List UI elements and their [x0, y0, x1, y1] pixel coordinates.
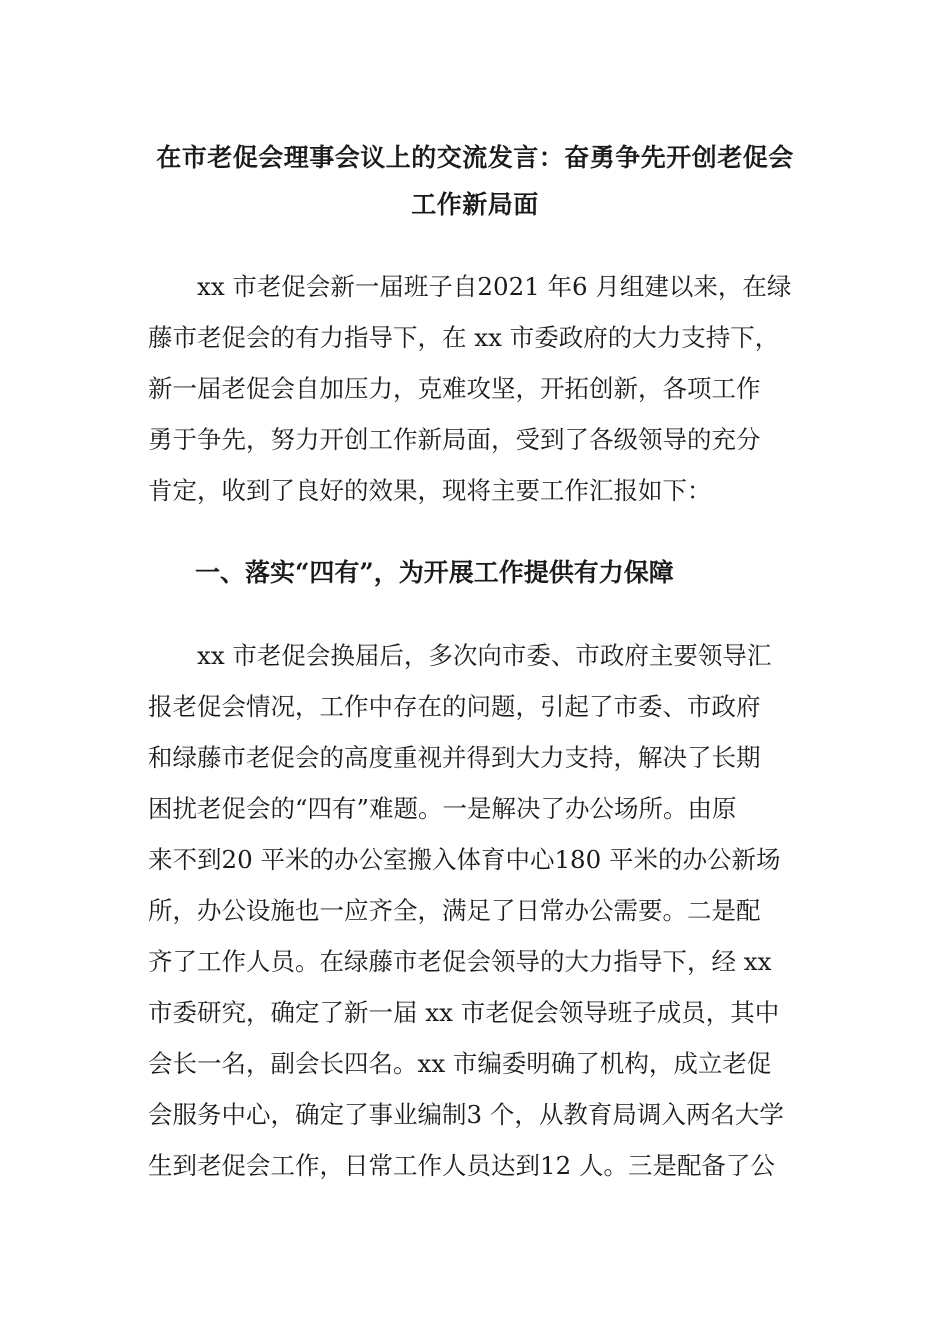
paragraph-line: 报老促会情况，工作中存在的问题，引起了市委、市政府 [148, 692, 761, 721]
paragraph-line: 困扰老促会的“四有”难题。一是解决了办公场所。由原 [148, 794, 737, 823]
document-title-line-1: 在市老促会理事会议上的交流发言：奋勇争先开创老促会 [156, 143, 794, 172]
paragraph-line: 勇于争先，努力开创工作新局面，受到了各级领导的充分 [148, 425, 761, 454]
section-heading: 一、落实“四有”，为开展工作提供有力保障 [195, 558, 674, 587]
document-title-line-2: 工作新局面 [411, 190, 539, 219]
paragraph-line: xx 市老促会新一届班子自2021 年6 月组建以来，在绿 [197, 272, 792, 301]
paragraph-line: 齐了工作人员。在绿藤市老促会领导的大力指导下，经 xx [148, 947, 772, 976]
paragraph-line: 会长一名，副会长四名。xx 市编委明确了机构，成立老促 [148, 1049, 772, 1078]
paragraph-line: 所，办公设施也一应齐全，满足了日常办公需要。二是配 [148, 896, 761, 925]
paragraph-line: xx 市老促会换届后，多次向市委、市政府主要领导汇 [197, 641, 772, 670]
paragraph-line: 新一届老促会自加压力，克难攻坚，开拓创新，各项工作 [148, 374, 761, 403]
paragraph-line: 来不到20 平米的办公室搬入体育中心180 平米的办公新场 [148, 845, 781, 874]
paragraph-line: 藤市老促会的有力指导下，在 xx 市委政府的大力支持下， [148, 323, 780, 352]
paragraph-line: 生到老促会工作，日常工作人员达到12 人。三是配备了公 [148, 1151, 775, 1180]
paragraph-line: 肯定，收到了良好的效果，现将主要工作汇报如下： [148, 476, 712, 505]
paragraph-line: 和绿藤市老促会的高度重视并得到大力支持，解决了长期 [148, 743, 761, 772]
paragraph-line: 市委研究，确定了新一届 xx 市老促会领导班子成员，其中 [148, 998, 780, 1027]
paragraph-line: 会服务中心，确定了事业编制3 个，从教育局调入两名大学 [148, 1100, 784, 1129]
